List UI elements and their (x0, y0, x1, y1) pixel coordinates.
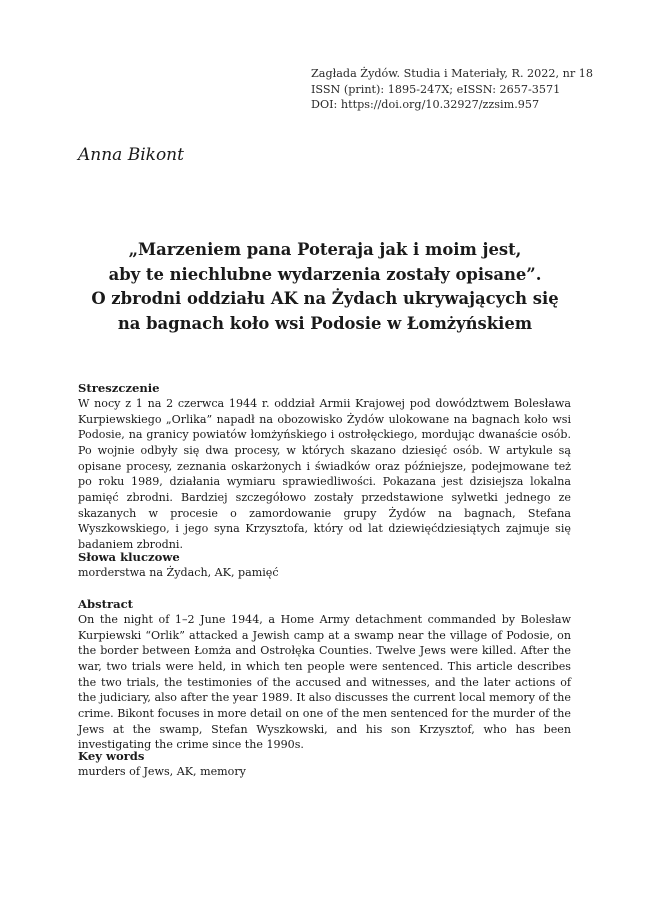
author-name: Anna Bikont (78, 145, 184, 165)
streszczenie-section (78, 381, 571, 553)
article-title (60, 238, 590, 336)
abstract-section (78, 597, 571, 753)
slowa-kluczowe-section (78, 550, 571, 581)
abstract-text: On the night of 1–2 June 1944, a Home Army detachment commanded by Bolesław Kurpiewski “Orlik” attacked a Jewish camp at a swamp near the village of Podosie, on the border between Łomża and Ostrołęka Counties. Twelve Jews were killed. After the war, two trials were held, in which ten people were sentenced. This article describes the two trials, the testimonies of the accused and witnesses, and the later actions of the judiciary, also after the year 1989. It also discusses the current local memory of the crime. Bikont focuses in more detail on one of the men sentenced for the murder of the Jews at the swamp, Stefan Wyszkowski, and his son Krzysztof, who has been investigating the crime since the 1990s. (78, 613, 571, 752)
title-line: na bagnach koło wsi Podosie w Łomżyńskiem (117, 313, 533, 333)
streszczenie-text: W nocy z 1 na 2 czerwca 1944 r. oddział Armii Krajowej pod dowództwem Bolesława Kurpiewskiego „Orlika” napadł na obozowisko Żydów ulokowane na bagnach koło wsi Podosie, na granicy powiatów łomżyńskiego i ostrołęckiego, mordując dwanaście osób. Po wojnie odbyły się dwa procesy, w których skazano dziesięć osób. W artykule są opisane procesy, zeznania oskarżonych i świadków oraz późniejsze, podejmowane też po roku 1989, działania wymiaru sprawiedliwości. Pokazana jest dzisiejsza lokalna pamięć zbrodni. Bardziej szczegółowo zostały przedstawione sylwetki jednego ze skazanych w procesie o zamordowanie grupy Żydów na bagnach, Stefana Wyszkowskiego, i jego syna Krzysztofa, który od lat dziewięćdziesiątych zajmuje się badaniem zbrodni. (78, 397, 571, 551)
streszczenie-heading: Streszczenie (78, 381, 160, 395)
key-words-section (78, 749, 571, 780)
title-line: „Marzeniem pana Poteraja jak i moim jest, (128, 240, 522, 259)
key-words-text: murders of Jews, AK, memory (78, 765, 246, 778)
slowa-kluczowe-heading: Słowa kluczowe (78, 550, 180, 564)
key-words-heading: Key words (78, 749, 145, 763)
journal-metadata (311, 66, 611, 113)
abstract-heading: Abstract (78, 597, 134, 611)
title-line: O zbrodni oddziału AK na Żydach ukrywających się (91, 289, 559, 308)
title-line: aby te niechlubne wydarzenia zostały opisane”. (108, 264, 542, 284)
slowa-kluczowe-text: morderstwa na Żydach, AK, pamięć (78, 566, 279, 579)
journal-citation: Zagłada Żydów. Studia i Materiały, R. 2022, nr 18 (311, 67, 593, 80)
issn: ISSN (print): 1895-247X; eISSN: 2657-3571 (311, 82, 561, 96)
doi: DOI: https://doi.org/10.32927/zzsim.957 (311, 98, 540, 111)
